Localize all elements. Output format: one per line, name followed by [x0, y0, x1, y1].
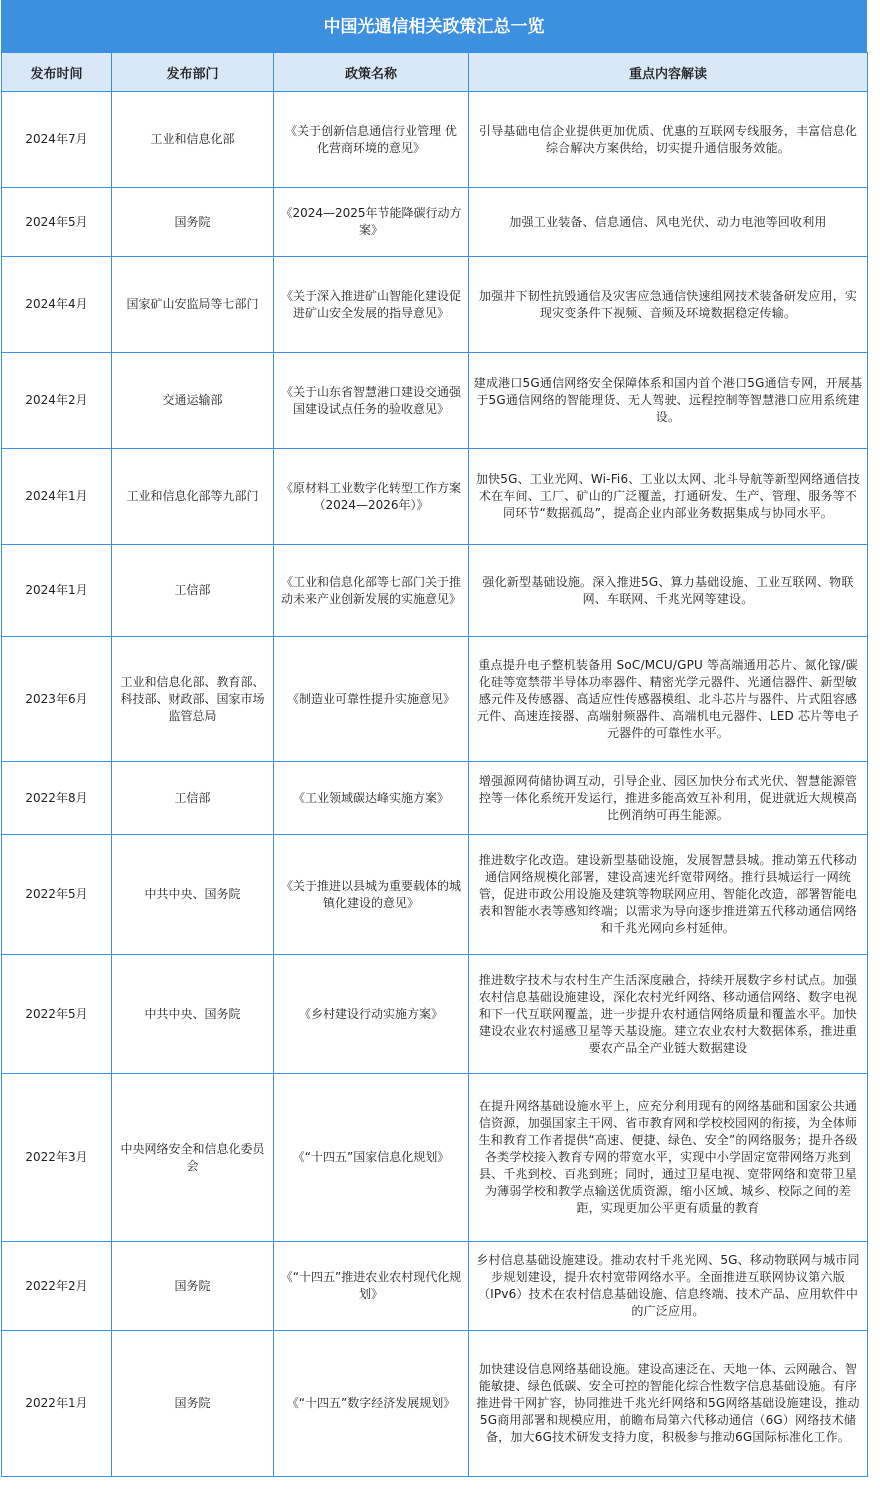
cell-time: 2022年1月 — [2, 1331, 112, 1477]
cell-time: 2024年4月 — [2, 257, 112, 353]
table-row — [2, 545, 868, 637]
cell-policy-name: 《乡村建设行动实施方案》 — [274, 955, 469, 1074]
cell-content: 强化新型基础设施。深入推进5G、算力基础设施、工业互联网、物联网、车联网、千兆光网等建设。 — [469, 545, 868, 637]
cell-content: 增强源网荷储协调互动，引导企业、园区加快分布式光伏、智慧能源管控等一体化系统开发运行，推进多能高效互补利用，促进就近大规模高比例消纳可再生能源。 — [469, 762, 868, 835]
cell-content: 引导基础电信企业提供更加优质、优惠的互联网专线服务，丰富信息化综合解决方案供给，切实提升通信服务效能。 — [469, 92, 868, 188]
cell-policy-name: 《关于深入推进矿山智能化建设促进矿山安全发展的指导意见》 — [274, 257, 469, 353]
header-time: 发布时间 — [2, 53, 112, 92]
cell-time: 2024年7月 — [2, 92, 112, 188]
cell-content: 加强井下韧性抗毁通信及灾害应急通信快速组网技术装备研发应用，实现灾变条件下视频、音频及环境数据稳定传输。 — [469, 257, 868, 353]
policy-table — [1, 52, 868, 1477]
cell-policy-name: 《关于创新信息通信行业管理 优化营商环境的意见》 — [274, 92, 469, 188]
cell-time: 2024年1月 — [2, 545, 112, 637]
cell-time: 2023年6月 — [2, 637, 112, 762]
table-row — [2, 257, 868, 353]
cell-time: 2022年5月 — [2, 835, 112, 955]
cell-department: 交通运输部 — [112, 353, 274, 449]
table-row — [2, 955, 868, 1074]
cell-policy-name: 《“十四五”国家信息化规划》 — [274, 1074, 469, 1242]
table-row — [2, 92, 868, 188]
cell-department: 国务院 — [112, 188, 274, 257]
table-title: 中国光通信相关政策汇总一览 — [1, 0, 867, 52]
cell-content: 在提升网络基础设施水平上，应充分利用现有的网络基础和国家公共通信资源，加强国家主干网、省市教育网和学校校园网的衔接，为全体师生和教育工作者提供“高速、便捷、绿色、安全”的网络服务；提升各级各类学校接入教育专网的带宽水平，实现中小学固定宽带网络万兆到县、千兆到校、百兆到班；同时，通过卫星电视、宽带网络和宽带卫星为薄弱学校和教学点输送优质资源，缩小区域、城乡、校际之间的差距，实现更加公平更有质量的教育 — [469, 1074, 868, 1242]
cell-policy-name: 《关于推进以县城为重要载体的城镇化建设的意见》 — [274, 835, 469, 955]
table-row — [2, 1074, 868, 1242]
cell-department: 中共中央、国务院 — [112, 835, 274, 955]
cell-department: 国务院 — [112, 1242, 274, 1331]
cell-time: 2024年5月 — [2, 188, 112, 257]
cell-policy-name: 《制造业可靠性提升实施意见》 — [274, 637, 469, 762]
header-department: 发布部门 — [112, 53, 274, 92]
cell-department: 国家矿山安监局等七部门 — [112, 257, 274, 353]
cell-content: 建成港口5G通信网络安全保障体系和国内首个港口5G通信专网，开展基于5G通信网络的智能理货、无人驾驶、远程控制等智慧港口应用系统建设。 — [469, 353, 868, 449]
cell-time: 2024年2月 — [2, 353, 112, 449]
cell-department: 中共中央、国务院 — [112, 955, 274, 1074]
cell-content: 乡村信息基础设施建设。推动农村千兆光网、5G、移动物联网与城市同步规划建设，提升农村宽带网络水平。全面推进互联网协议第六版（IPv6）技术在农村信息基础设施、信息终端、技术产品、应用软件中的广泛应用。 — [469, 1242, 868, 1331]
cell-time: 2022年2月 — [2, 1242, 112, 1331]
policy-summary-table-container — [1, 0, 867, 1477]
cell-policy-name: 《工业和信息化部等七部门关于推动未来产业创新发展的实施意见》 — [274, 545, 469, 637]
header-policy-name: 政策名称 — [274, 53, 469, 92]
cell-department: 工业和信息化部等九部门 — [112, 449, 274, 545]
cell-department: 工业和信息化部 — [112, 92, 274, 188]
table-row — [2, 353, 868, 449]
cell-content: 加快5G、工业光网、Wi-Fi6、工业以太网、北斗导航等新型网络通信技术在车间、工厂、矿山的广泛覆盖，打通研发、生产、管理、服务等不同环节“数据孤岛”，提高企业内部业务数据集成与协同水平。 — [469, 449, 868, 545]
cell-time: 2024年1月 — [2, 449, 112, 545]
table-row — [2, 762, 868, 835]
cell-time: 2022年5月 — [2, 955, 112, 1074]
table-row — [2, 637, 868, 762]
cell-department: 中央网络安全和信息化委员会 — [112, 1074, 274, 1242]
table-row — [2, 1331, 868, 1477]
table-row — [2, 835, 868, 955]
cell-content: 加强工业装备、信息通信、风电光伏、动力电池等回收利用 — [469, 188, 868, 257]
header-key-content: 重点内容解读 — [469, 53, 868, 92]
cell-policy-name: 《关于山东省智慧港口建设交通强国建设试点任务的验收意见》 — [274, 353, 469, 449]
table-row — [2, 188, 868, 257]
header-row — [2, 53, 868, 92]
cell-department: 工信部 — [112, 545, 274, 637]
cell-policy-name: 《“十四五”数字经济发展规划》 — [274, 1331, 469, 1477]
cell-content: 推进数字化改造。建设新型基础设施，发展智慧县城。推动第五代移动通信网络规模化部署，建设高速光纤宽带网络。推行县城运行一网统管，促进市政公用设施及建筑等物联网应用、智能化改造，部署智能电表和智能水表等感知终端；以需求为导向逐步推进第五代移动通信网络和千兆光网向乡村延伸。 — [469, 835, 868, 955]
cell-content: 重点提升电子整机装备用 SoC/MCU/GPU 等高端通用芯片、氮化镓/碳化硅等宽禁带半导体功率器件、精密光学元器件、光通信器件、新型敏感元件及传感器、高适应性传感器模组、北斗芯片与器件、片式阻容感元件、高速连接器、高端射频器件、高端机电元器件、LED 芯片等电子元器件的可靠性水平。 — [469, 637, 868, 762]
cell-policy-name: 《“十四五”推进农业农村现代化规划》 — [274, 1242, 469, 1331]
cell-department: 工信部 — [112, 762, 274, 835]
cell-department: 国务院 — [112, 1331, 274, 1477]
cell-content: 加快建设信息网络基础设施。建设高速泛在、天地一体、云网融合、智能敏捷、绿色低碳、安全可控的智能化综合性数字信息基础设施。有序推进骨干网扩容，协同推进千兆光纤网络和5G网络基础设施建设，推动5G商用部署和规模应用，前瞻布局第六代移动通信（6G）网络技术储备，加大6G技术研发支持力度，积极参与推动6G国际标准化工作。 — [469, 1331, 868, 1477]
cell-policy-name: 《2024—2025年节能降碳行动方案》 — [274, 188, 469, 257]
cell-policy-name: 《工业领域碳达峰实施方案》 — [274, 762, 469, 835]
cell-policy-name: 《原材料工业数字化转型工作方案（2024—2026年）》 — [274, 449, 469, 545]
cell-department: 工业和信息化部、教育部、科技部、财政部、国家市场监管总局 — [112, 637, 274, 762]
cell-content: 推进数字技术与农村生产生活深度融合，持续开展数字乡村试点。加强农村信息基础设施建设，深化农村光纤网络、移动通信网络、数字电视和下一代互联网覆盖，进一步提升农村通信网络质量和覆盖水平。加快建设农业农村遥感卫星等天基设施。建立农业农村大数据体系，推进重要农产品全产业链大数据建设 — [469, 955, 868, 1074]
cell-time: 2022年3月 — [2, 1074, 112, 1242]
table-row — [2, 449, 868, 545]
table-row — [2, 1242, 868, 1331]
cell-time: 2022年8月 — [2, 762, 112, 835]
